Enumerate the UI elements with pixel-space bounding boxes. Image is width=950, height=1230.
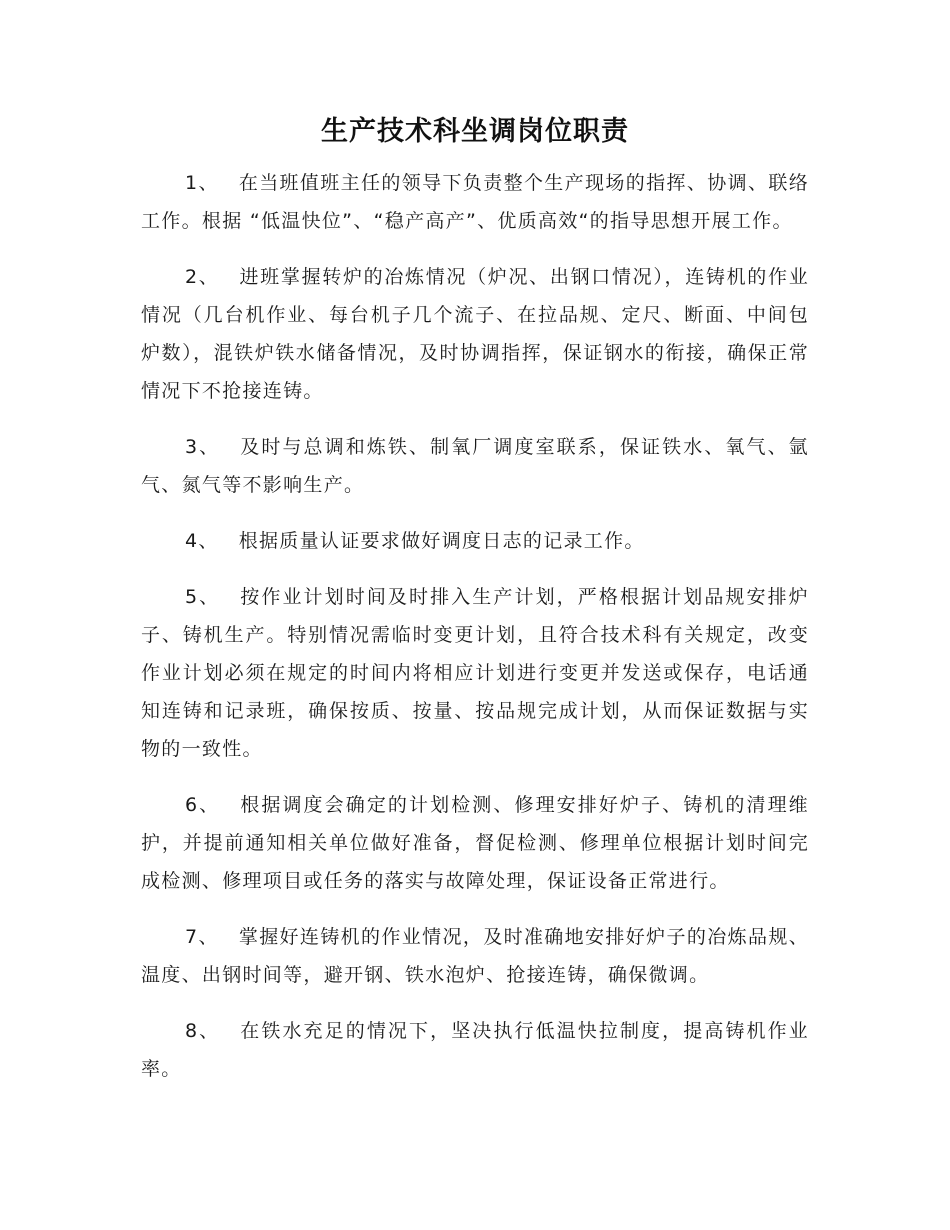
duty-item-2 <box>141 258 809 410</box>
item-number: 5、 <box>185 586 221 608</box>
duty-item-8 <box>141 1012 809 1088</box>
item-text: 进班掌握转炉的冶炼情况（炉况、出钢口情况），连铸机的作业情况（几台机作业、每台机子几个流子、在拉品规、定尺、断面、中间包炉数），混铁炉铁水储备情况，及时协调指挥，保证钢水的衔接，确保正常情况下不抢接连铸。 <box>141 266 809 402</box>
item-number: 1、 <box>185 172 219 194</box>
item-text: 在当班值班主任的领导下负责整个生产现场的指挥、协调、联络工作。根据 “低温快位”、“稳产高产”、优质高效“的指导思想开展工作。 <box>141 172 809 232</box>
duty-item-5 <box>141 578 809 768</box>
item-number: 6、 <box>185 794 221 816</box>
item-number: 2、 <box>185 266 220 288</box>
item-number: 8、 <box>185 1020 221 1042</box>
item-text: 在铁水充足的情况下，坚决执行低温快拉制度，提高铸机作业率。 <box>141 1020 809 1080</box>
duty-item-4 <box>141 522 809 560</box>
item-number: 4、 <box>185 530 219 552</box>
item-text: 根据质量认证要求做好调度日志的记录工作。 <box>238 530 645 552</box>
item-number: 3、 <box>185 436 221 458</box>
item-text: 掌握好连铸机的作业情况，及时准确地安排好炉子的冶炼品规、温度、出钢时间等，避开钢、铁水泡炉、抢接连铸，确保微调。 <box>141 926 809 986</box>
duty-item-3 <box>141 428 809 504</box>
item-text: 按作业计划时间及时排入生产计划，严格根据计划品规安排炉子、铸机生产。特别情况需临时变更计划，且符合技术科有关规定，改变作业计划必须在规定的时间内将相应计划进行变更并发送或保存，电话通知连铸和记录班，确保按质、按量、按品规完成计划，从而保证数据与实物的一致性。 <box>141 586 809 760</box>
item-text: 及时与总调和炼铁、制氧厂调度室联系，保证铁水、氧气、氩气、氮气等不影响生产。 <box>141 436 809 496</box>
duty-list <box>141 164 809 1106</box>
duty-item-1 <box>141 164 809 240</box>
duty-item-7 <box>141 918 809 994</box>
item-text: 根据调度会确定的计划检测、修理安排好炉子、铸机的清理维护，并提前通知相关单位做好准备，督促检测、修理单位根据计划时间完成检测、修理项目或任务的落实与故障处理，保证设备正常进行。 <box>141 794 809 892</box>
duty-item-6 <box>141 786 809 900</box>
page-title: 生产技术科坐调岗位职责 <box>321 116 629 147</box>
item-number: 7、 <box>185 926 219 948</box>
